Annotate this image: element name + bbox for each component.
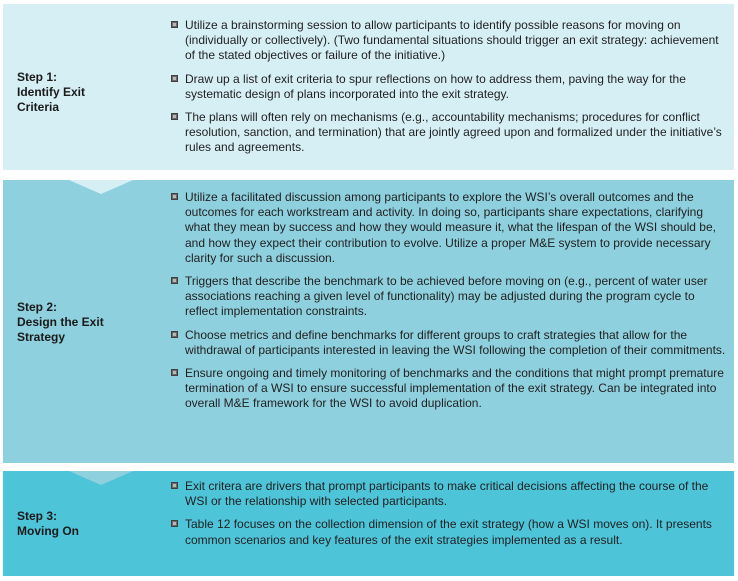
list-item [170, 274, 728, 320]
square-bullet-icon [171, 113, 178, 120]
step-2-number: Step 2: [17, 300, 58, 314]
step-2-title-line1: Design the Exit [17, 315, 104, 329]
bullet-text: Utilize a brainstorming session to allow participants to identify possible reasons for moving on (individually or collectively). (Two fundamental situations should trigger an exit strategy: achievement of the stated objectives or failure of the initiative.) [185, 18, 719, 63]
list-item [170, 479, 728, 509]
bullet-text: Ensure ongoing and timely monitoring of benchmarks and the conditions that might prompt premature termination of a WSI to ensure successful implementation of the exit strategy. Can be integrated into overall M&E framework for the WSI to avoid duplication. [185, 366, 724, 411]
list-item [170, 18, 728, 64]
square-bullet-icon [171, 482, 178, 489]
square-bullet-icon [171, 331, 178, 338]
step-1-label [17, 70, 85, 115]
bullet-text: Exit critera are drivers that prompt participants to make critical decisions affecting the course of the WSI or the relationship with selected participants. [185, 479, 709, 509]
step-3-label [17, 509, 79, 539]
step-1-title-line2: Criteria [17, 100, 60, 114]
square-bullet-icon [171, 520, 178, 527]
step-1-bullets [170, 18, 728, 156]
list-item [170, 190, 728, 266]
square-bullet-icon [171, 193, 178, 200]
step-2-panel [3, 180, 734, 463]
step-1-title-line1: Identify Exit [17, 85, 86, 99]
list-item [170, 110, 728, 156]
square-bullet-icon [171, 21, 178, 28]
bullet-text: Draw up a list of exit criteria to spur reflections on how to address them, paving the way for the systematic design of plans incorporated into the exit strategy. [185, 71, 686, 101]
step-2-label [17, 300, 104, 345]
bullet-text: Table 12 focuses on the collection dimension of the exit strategy (how a WSI moves on). It presents common scenarios and key features of the exit strategies implemented as a result. [185, 517, 712, 547]
list-item [170, 72, 728, 102]
step-2-title-line2: Strategy [17, 330, 66, 344]
bullet-text: The plans will often rely on mechanisms (e.g., accountability mechanisms; procedures for conflict resolution, sanction, and termination) that are jointly agreed upon and formalized under the initiative’s rules and agreements. [185, 110, 722, 155]
step-2-bullets [170, 190, 728, 412]
list-item [170, 366, 728, 412]
bullet-text: Triggers that describe the benchmark to be achieved before moving on (e.g., percent of water user associations reaching a given level of functionality) may be adjusted during the program cycle to reflect implementation constraints. [185, 274, 708, 319]
square-bullet-icon [171, 75, 178, 82]
step-3-bullets [170, 479, 728, 548]
step-1-panel [3, 4, 734, 170]
step-3-title: Moving On [17, 524, 79, 538]
bullet-text: Choose metrics and define benchmarks for different groups to craft strategies that allow for the withdrawal of participants interested in leaving the WSI following the completion of their commitments. [185, 327, 726, 357]
list-item [170, 517, 728, 547]
step-1-number: Step 1: [17, 70, 58, 84]
bullet-text: Utilize a facilitated discussion among participants to explore the WSI’s overall outcomes and the outcomes for each workstream and activity. In doing so, participants share expectations, clarifying what they mean by success and how they would measure it, what the lifespan of the WSI should be, and how they expect their contribution to evolve. Utilize a proper M&E system to provide necessary clarity for such a discussion. [185, 190, 716, 265]
step-3-panel [3, 471, 734, 576]
step-3-number: Step 3: [17, 509, 58, 523]
square-bullet-icon [171, 369, 178, 376]
square-bullet-icon [171, 277, 178, 284]
list-item [170, 328, 728, 358]
